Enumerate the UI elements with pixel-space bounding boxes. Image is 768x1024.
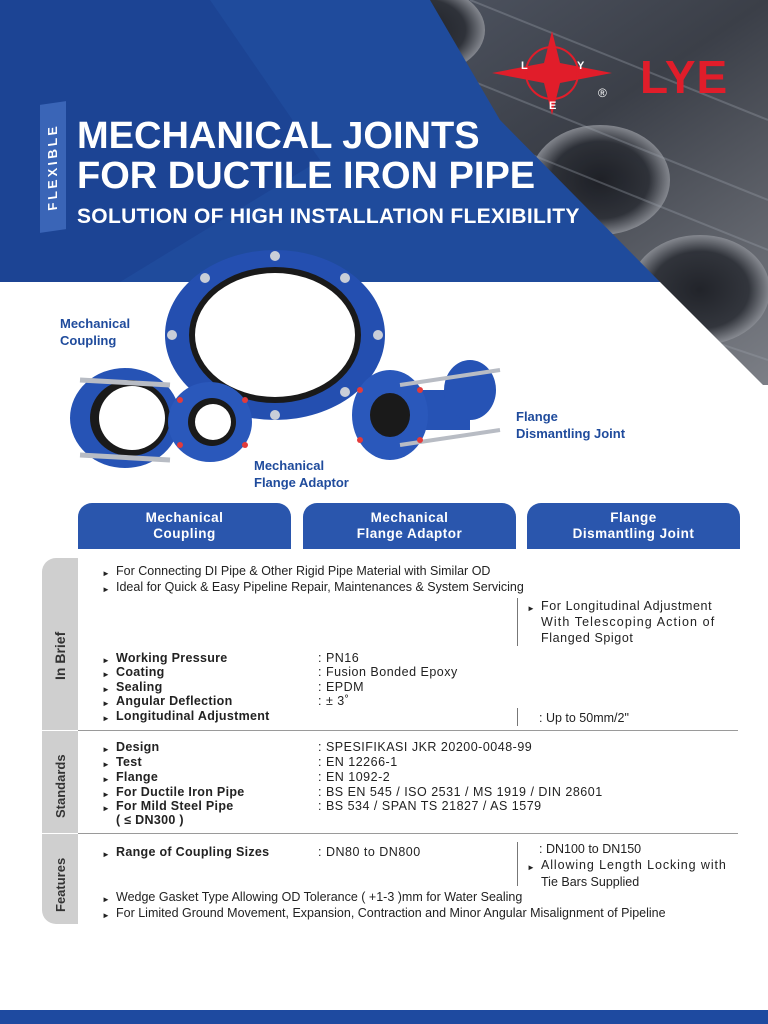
logo-letter-l: L <box>521 60 528 72</box>
dismantling-note-line: With Telescoping Action of <box>541 615 716 629</box>
flexible-side-tab <box>40 101 66 233</box>
product-illustration <box>60 240 520 490</box>
section-label-features <box>42 834 78 924</box>
standard-value: : SPESIFIKASI JKR 20200-0048-99 <box>318 740 533 754</box>
standard-note: ( ≤ DN300 ) <box>116 813 184 827</box>
section-label-text: In Brief <box>52 631 68 680</box>
spec-value: : Fusion Bonded Epoxy <box>318 665 458 679</box>
column-header-mechanical-coupling <box>78 503 291 549</box>
dismantling-note-line: ► For Longitudinal Adjustment <box>541 599 712 614</box>
column-header-mechanical-flange-adaptor <box>303 503 516 549</box>
spec-value: : PN16 <box>318 651 360 665</box>
spec-label: ► Angular Deflection <box>116 694 233 709</box>
column-header-line: Flange <box>610 510 657 525</box>
column-divider <box>517 598 518 646</box>
feature-value: : DN80 to DN800 <box>318 845 421 859</box>
column-header-line: Flange Adaptor <box>356 526 463 541</box>
section-label-text: Standards <box>53 754 68 818</box>
mechanical-coupling-image <box>70 368 180 468</box>
label-line: Flange Adaptor <box>254 475 349 490</box>
standard-label: ► For Mild Steel Pipe <box>116 799 234 814</box>
label-mechanical-flange-adaptor <box>254 457 349 491</box>
column-header-line: Coupling <box>153 526 216 541</box>
label-line: Mechanical <box>254 458 325 473</box>
spec-label: ► Working Pressure <box>116 651 228 666</box>
column-header-line: Mechanical <box>145 510 224 525</box>
label-line: Coupling <box>60 333 117 348</box>
longitudinal-adjustment-value: : Up to 50mm/2" <box>539 711 629 725</box>
product-column-headers <box>78 503 740 549</box>
spec-value: : EPDM <box>318 680 365 694</box>
page-subtitle: SOLUTION OF HIGH INSTALLATION FLEXIBILITY <box>77 205 580 228</box>
label-line: Flange <box>516 409 558 424</box>
spec-label: ► Coating <box>116 665 165 680</box>
title-line-2: FOR DUCTILE IRON PIPE <box>77 155 536 197</box>
registered-mark: ® <box>598 86 607 100</box>
label-mechanical-coupling <box>60 315 130 349</box>
section-label-in-brief <box>42 558 78 730</box>
brief-common-item: ► Ideal for Quick & Easy Pipeline Repair, Maintenances & System Servicing <box>116 580 524 595</box>
column-header-line: Mechanical <box>370 510 449 525</box>
logo-letter-e: E <box>549 100 557 112</box>
flexible-tab-label: FLEXIBLE <box>45 122 60 212</box>
spec-label: ► Sealing <box>116 680 163 695</box>
standard-value: : BS EN 545 / ISO 2531 / MS 1919 / DIN 28601 <box>318 785 603 799</box>
dismantling-lock-line: Tie Bars Supplied <box>541 875 640 889</box>
standard-value: : EN 1092-2 <box>318 770 391 784</box>
section-label-text: Features <box>53 857 68 912</box>
footer-bar <box>0 1010 768 1024</box>
label-line: Mechanical <box>60 316 131 331</box>
standard-label: ► Design <box>116 740 159 755</box>
column-header-flange-dismantling-joint <box>527 503 740 549</box>
spec-label: ► Longitudinal Adjustment <box>116 709 270 724</box>
standard-value: : EN 12266-1 <box>318 755 398 769</box>
section-divider <box>78 833 738 834</box>
label-line: Dismantling Joint <box>516 426 626 441</box>
feature-common-item: ► For Limited Ground Movement, Expansion, Contraction and Minor Angular Misalignment of Pipeline <box>116 906 666 921</box>
dismantling-joint-image <box>352 360 500 460</box>
spec-value: : ± 3˚ <box>318 694 350 708</box>
title-line-1: MECHANICAL JOINTS <box>77 115 480 157</box>
brand-logo: LYE <box>640 51 729 103</box>
feature-common-item: ► Wedge Gasket Type Allowing OD Tolerance ( +1-3 )mm for Water Sealing <box>116 890 522 905</box>
column-divider <box>517 708 518 726</box>
section-label-standards <box>42 731 78 833</box>
standard-label: ► For Ductile Iron Pipe <box>116 785 245 800</box>
standard-value: : BS 534 / SPAN TS 21827 / AS 1579 <box>318 799 542 813</box>
dismantling-range: : DN100 to DN150 <box>539 842 642 856</box>
standard-label: ► Test <box>116 755 142 770</box>
column-header-line: Dismantling Joint <box>572 526 695 541</box>
dismantling-note-line: Flanged Spigot <box>541 631 634 645</box>
column-divider <box>517 842 518 886</box>
feature-label: ► Range of Coupling Sizes <box>116 845 269 860</box>
brief-common-item: ► For Connecting DI Pipe & Other Rigid Pipe Material with Similar OD <box>116 564 490 579</box>
dismantling-lock-line: ► Allowing Length Locking with <box>541 858 727 873</box>
label-flange-dismantling-joint <box>516 408 625 442</box>
standard-label: ► Flange <box>116 770 158 785</box>
page-title <box>77 116 535 196</box>
section-divider <box>78 730 738 731</box>
logo-letter-y: Y <box>577 60 585 72</box>
